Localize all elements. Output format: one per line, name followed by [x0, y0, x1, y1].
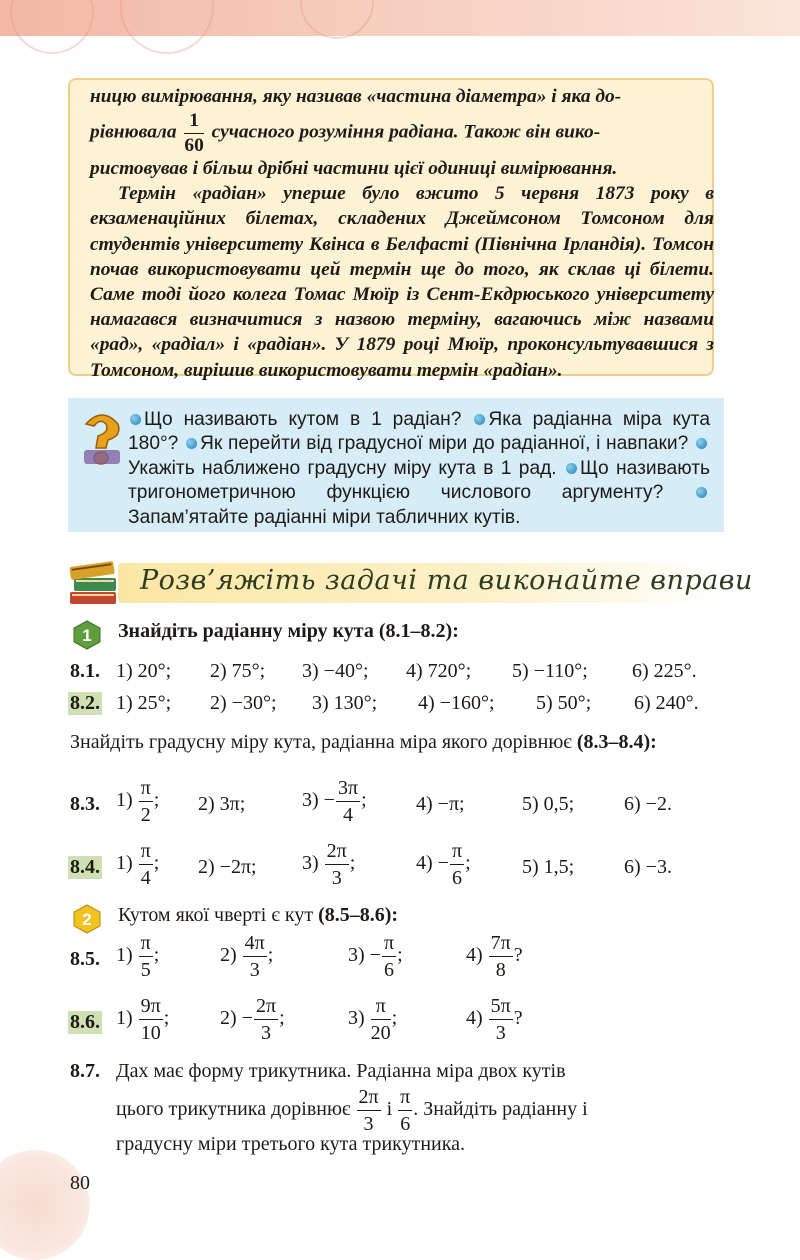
- exercise-number-8-6: 8.6.: [70, 1011, 100, 1033]
- exercise-8-7-line: [116, 1087, 588, 1134]
- fraction-numerator: 5π: [489, 996, 513, 1020]
- exercise-item: 5) 0,5;: [522, 793, 575, 815]
- decorative-swirl: [120, 0, 214, 54]
- item-suffix: ;: [153, 852, 160, 875]
- exercise-item: [116, 778, 159, 825]
- exercise-item: 4) −π;: [416, 793, 465, 815]
- exercise-8-7-line: градусну міри третього кута трикутника.: [116, 1133, 466, 1155]
- section-title: Розв’яжіть задачі та виконайте вправи: [140, 565, 753, 596]
- fraction-denominator: 4: [343, 804, 353, 826]
- exercise-number-8-3: 8.3.: [70, 793, 100, 815]
- question-item: Укажіть наближено градусну міру кута в 1 рад.: [128, 457, 557, 479]
- corner-decoration: [0, 1150, 90, 1260]
- intro-8-3-8-4: [70, 730, 726, 754]
- fraction-denominator: 60: [184, 134, 204, 156]
- decorative-swirl: [10, 0, 94, 54]
- exercise-item: [220, 933, 273, 980]
- bullet-icon: [186, 438, 197, 449]
- fraction-numerator: π: [382, 933, 396, 957]
- fraction-numerator: 4π: [243, 933, 267, 957]
- fraction: [139, 996, 163, 1043]
- exercise-text-fragment: цього трикутника дорівнює: [116, 1098, 351, 1121]
- question-mark-icon: [80, 410, 124, 466]
- item-label: 2): [220, 944, 237, 967]
- fraction: [325, 841, 349, 888]
- history-text: [90, 84, 714, 383]
- fraction-numerator: π: [371, 996, 391, 1020]
- exercise-item: 3) 130°;: [312, 692, 378, 714]
- exercise-item: 5) 50°;: [536, 692, 592, 714]
- fraction-denominator: 20: [370, 1022, 391, 1044]
- fraction: [254, 996, 278, 1043]
- fraction-denominator: 3: [363, 1113, 374, 1135]
- history-text-fragment: рівнювала: [90, 121, 177, 143]
- fraction-denominator: 3: [331, 867, 342, 889]
- question-item: Що називають тригонометричною функцією числового аргументу?: [128, 457, 710, 504]
- item-label: 1): [116, 1007, 133, 1030]
- intro-range: (8.5–8.6):: [318, 904, 399, 926]
- intro-text: Кутом якої чверті є кут: [118, 904, 314, 926]
- fraction: [139, 933, 153, 980]
- fraction: [139, 841, 153, 888]
- exercise-item: 5) 1,5;: [522, 856, 575, 878]
- item-suffix: ;: [153, 789, 160, 812]
- question-item: Що називають кутом в 1 радіан?: [144, 409, 462, 430]
- item-label: 3) −: [348, 944, 381, 967]
- fraction-numerator: π: [139, 933, 153, 957]
- item-suffix: ;: [361, 789, 367, 812]
- fraction-numerator: 2π: [325, 841, 349, 865]
- item-label: 1): [116, 789, 133, 812]
- item-label: 1): [116, 852, 133, 875]
- exercise-text-fragment: . Знайдіть радіанну і: [413, 1098, 588, 1121]
- fraction: [357, 1087, 381, 1134]
- fraction-denominator: 2: [140, 804, 151, 826]
- question-item: Яка радіанна міра кута 180°?: [128, 409, 710, 455]
- exercise-item: 2) 3π;: [198, 793, 246, 815]
- level-1-intro: [118, 620, 459, 643]
- level-1-badge: [72, 620, 102, 650]
- intro-range: (8.1–8.2):: [378, 620, 459, 642]
- fraction-denominator: 6: [400, 1113, 411, 1135]
- exercise-number-8-4: 8.4.: [70, 856, 100, 878]
- fraction-denominator: 4: [140, 867, 151, 889]
- exercise-item: 1) 20°;: [116, 660, 172, 682]
- exercise-number-8-5: 8.5.: [70, 948, 100, 970]
- history-paragraph: Термін «радіан» уперше було вжито 5 червня 1873 року в екзаменаційних білетах, складених Джеймсоном Томсоном для студентів університету Квінса в Белфасті (Північна Ірландія). Томсон почав використовувати цей термін ще до того, як склав ці білети. Саме тоді його колега Томас Мюїр із Сент-Екдрюського університету намагався визначитися з назвою терміну, вагаючись між назвами «рад», «радіал» і «радіан». У 1879 році Мюїр, проконсультувавшися з Томсоном, вирішив використовувати термін «радіан».: [90, 183, 714, 381]
- exercise-item: 6) 240°.: [634, 692, 699, 714]
- item-label: 3): [302, 852, 319, 875]
- level-2-intro: [118, 904, 398, 927]
- question-item: Як перейти від градусної міри до радіанної, і навпаки?: [200, 433, 689, 455]
- exercise-item: 4) 720°;: [406, 660, 472, 682]
- fraction: [398, 1087, 412, 1134]
- intro-text: Знайдіть радіанну міру кута: [118, 620, 374, 642]
- bullet-icon: [474, 414, 485, 425]
- exercise-item: [302, 841, 355, 888]
- question-item: Запам’ятайте радіанні міри табличних кутів.: [128, 506, 521, 528]
- fraction-denominator: 10: [140, 1022, 161, 1044]
- fraction: [139, 778, 153, 825]
- intro-range: (8.3–8.4):: [576, 731, 657, 753]
- item-label: 4): [466, 1007, 483, 1030]
- exercise-number-8-7: 8.7.: [70, 1060, 100, 1082]
- history-line: ницю вимірювання, яку називав «частина діаметра» і яка до-: [90, 86, 622, 107]
- item-suffix: ;: [391, 1007, 398, 1030]
- fraction-numerator: π: [139, 778, 153, 802]
- exercise-item: [466, 996, 523, 1043]
- item-suffix: ;: [153, 944, 160, 967]
- level-badge-number: 1: [82, 626, 92, 645]
- fraction-denominator: 3: [495, 1022, 506, 1044]
- bullet-icon: [696, 487, 707, 498]
- fraction: [243, 933, 267, 980]
- bullet-icon: [130, 414, 141, 425]
- item-suffix: ;: [279, 1007, 285, 1030]
- exercise-item: 1) 25°;: [116, 692, 172, 714]
- fraction-numerator: 9π: [139, 996, 163, 1020]
- exercise-item: 2) 75°;: [210, 660, 266, 682]
- fraction: [336, 778, 360, 825]
- exercise-8-7-line: Дах має форму трикутника. Радіанна міра двох кутів: [116, 1060, 566, 1082]
- history-line: [90, 111, 714, 155]
- fraction-one-sixtieth: [184, 111, 203, 155]
- fraction-numerator: 7π: [489, 933, 513, 957]
- exercise-item: [466, 933, 523, 980]
- item-label: 1): [116, 944, 133, 967]
- fraction: [382, 933, 396, 980]
- bullet-icon: [566, 463, 577, 474]
- fraction: [371, 996, 391, 1043]
- fraction: [489, 933, 513, 980]
- exercise-item: [116, 841, 159, 888]
- books-icon: [66, 556, 122, 610]
- exercise-item: [302, 778, 367, 825]
- exercise-item: [348, 996, 397, 1043]
- exercise-item: 3) −40°;: [302, 660, 369, 682]
- exercise-item: [416, 841, 471, 888]
- exercise-item: 6) −3.: [624, 856, 672, 878]
- fraction-denominator: 3: [261, 1022, 271, 1044]
- exercise-item: [116, 933, 159, 980]
- fraction-denominator: 6: [384, 959, 394, 981]
- exercise-item: [348, 933, 403, 980]
- fraction-numerator: π: [450, 841, 464, 865]
- item-suffix: ?: [513, 944, 523, 967]
- review-questions-text: [128, 408, 710, 530]
- fraction-denominator: 8: [495, 959, 506, 981]
- exercise-item: 2) −2π;: [198, 856, 257, 878]
- item-suffix: ;: [267, 944, 274, 967]
- item-suffix: ;: [397, 944, 403, 967]
- level-badge-number: 2: [82, 910, 92, 929]
- item-label: 3): [348, 1007, 365, 1030]
- exercise-item: 5) −110°;: [512, 660, 588, 682]
- history-line: ристовував і більш дрібні частини цієї одиниці вимірювання.: [90, 158, 618, 180]
- intro-text: Знайдіть градусну міру кута, радіанна міра якого дорівнює: [70, 731, 572, 753]
- exercise-number-8-1: 8.1.: [70, 660, 100, 682]
- exercise-item: 2) −30°;: [210, 692, 277, 714]
- fraction: [489, 996, 513, 1043]
- fraction-denominator: 3: [249, 959, 260, 981]
- item-suffix: ;: [163, 1007, 170, 1030]
- fraction-numerator: π: [398, 1087, 412, 1111]
- fraction-numerator: 2π: [254, 996, 278, 1020]
- item-suffix: ?: [513, 1007, 523, 1030]
- exercise-item: 6) 225°.: [632, 660, 697, 682]
- item-label: 4) −: [416, 852, 449, 875]
- exercise-item: 6) −2.: [624, 793, 672, 815]
- fraction-numerator: π: [139, 841, 153, 865]
- bullet-icon: [696, 438, 707, 449]
- item-label: 4): [466, 944, 483, 967]
- fraction-denominator: 5: [140, 959, 151, 981]
- fraction: [450, 841, 464, 888]
- history-text-fragment: сучасного розуміння радіана. Також він вико-: [211, 121, 601, 143]
- item-suffix: ;: [349, 852, 356, 875]
- item-suffix: ;: [465, 852, 471, 875]
- fraction-denominator: 6: [452, 867, 462, 889]
- exercise-item: [116, 996, 169, 1043]
- exercise-number-8-2: 8.2.: [70, 692, 100, 714]
- fraction-numerator: 3π: [336, 778, 360, 802]
- exercise-item: 4) −160°;: [418, 692, 495, 714]
- page-number: 80: [70, 1172, 90, 1194]
- exercise-item: [220, 996, 285, 1043]
- item-label: 2) −: [220, 1007, 253, 1030]
- exercise-text-fragment: і: [386, 1098, 393, 1121]
- fraction-numerator: 2π: [357, 1087, 381, 1111]
- item-label: 3) −: [302, 789, 335, 812]
- level-2-badge: [72, 904, 102, 934]
- fraction-numerator: 1: [184, 111, 203, 133]
